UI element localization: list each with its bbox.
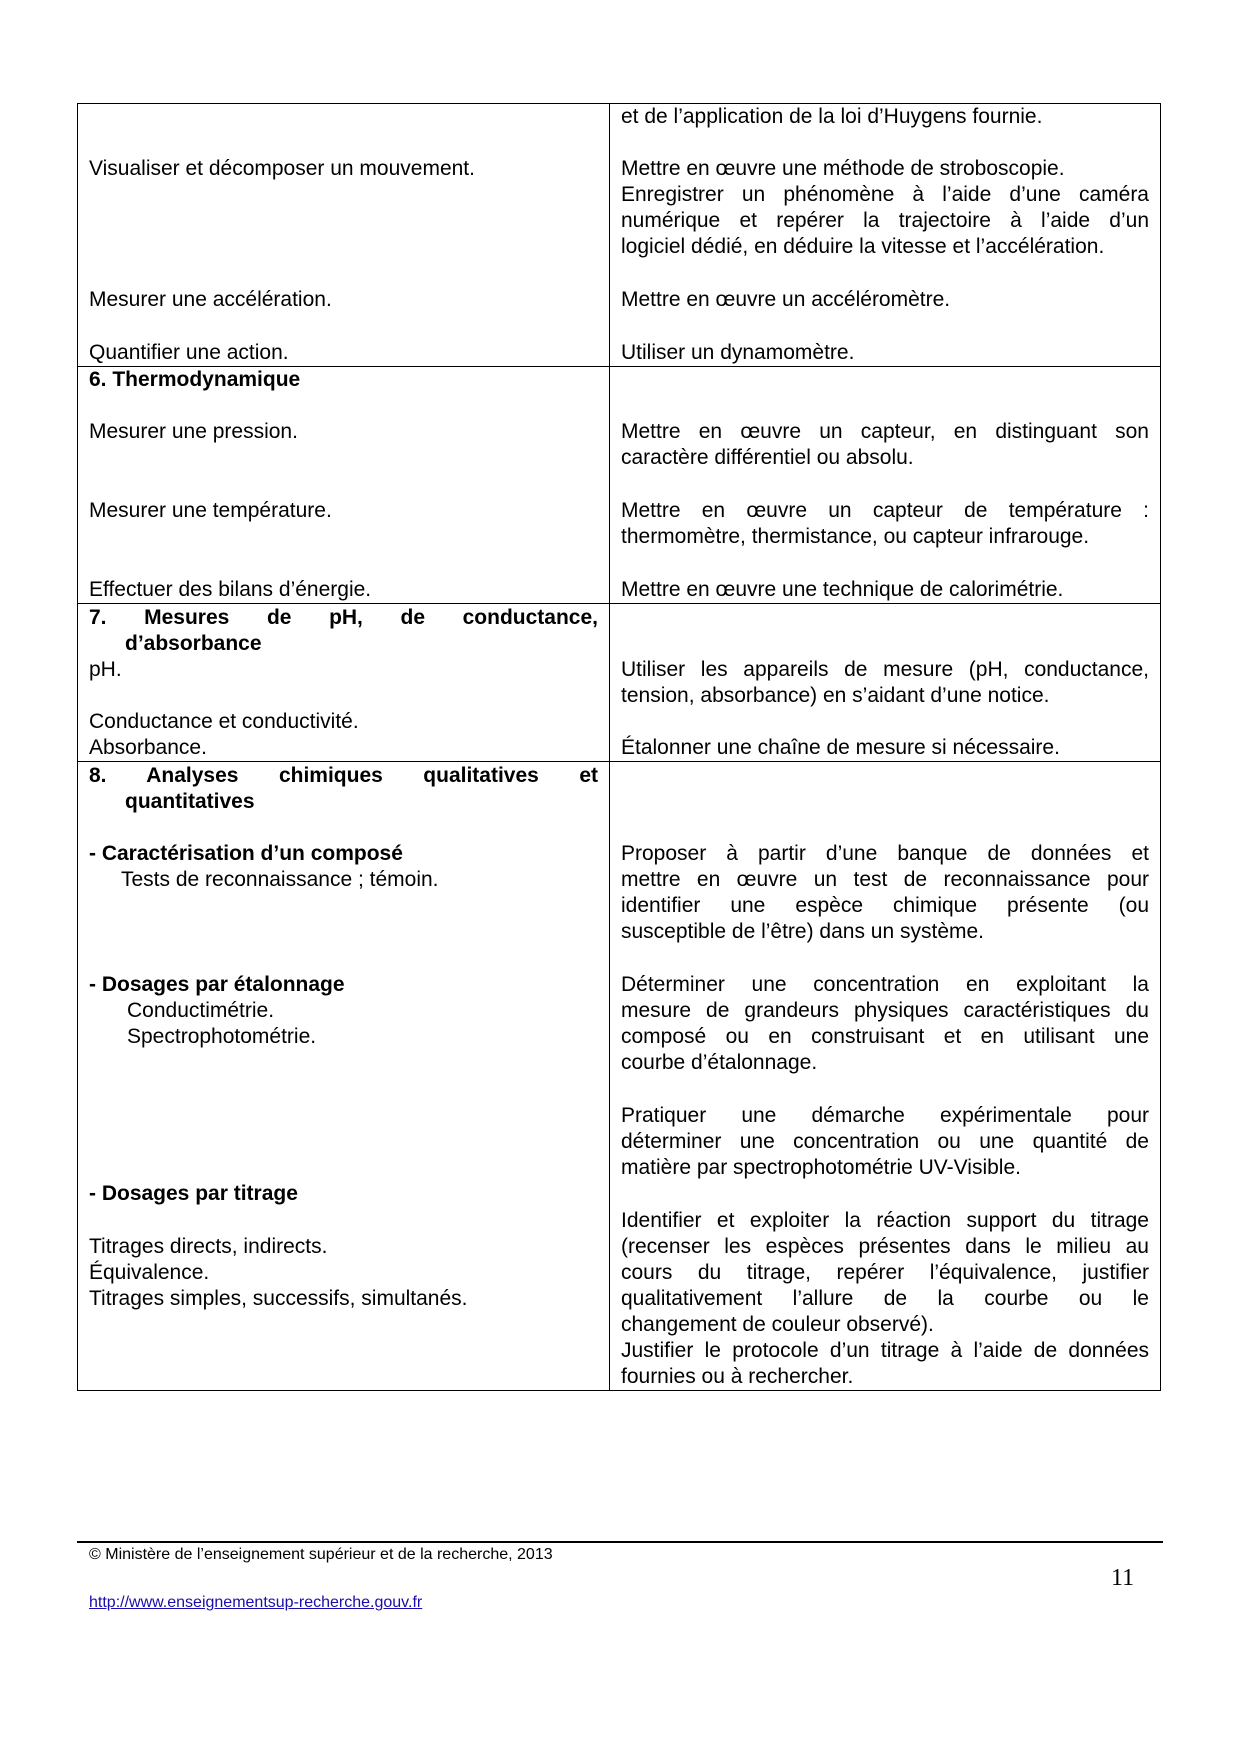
cell-text: et de l’application de la loi d’Huygens fournie. [621,105,1043,128]
table-border-right [1160,103,1161,1391]
skill-text: pH. [89,658,122,681]
skill-text: Conductimétrie. [127,999,275,1022]
skill-text: Visualiser et décomposer un mouvement. [89,157,475,180]
footer-rule [77,1541,1163,1543]
table-row-divider-7 [77,603,1161,604]
capacity-text: thermomètre, thermistance, ou capteur infrarouge. [621,525,1090,548]
capacity-text: identifier une espèce chimique présente (ou [621,894,1149,917]
subsection-heading: - Dosages par titrage [89,1182,298,1205]
capacity-text: Utiliser les appareils de mesure (pH, conductance, [621,658,1149,681]
capacity-text: Mettre en œuvre une méthode de stroboscopie. [621,157,1065,180]
page-number: 11 [1111,1565,1135,1591]
capacity-text: mettre en œuvre un test de reconnaissance pour [621,868,1149,891]
capacity-text: Pratiquer une démarche expérimentale pour [621,1104,1149,1127]
table-border-bottom [77,1390,1161,1391]
skill-text: Titrages simples, successifs, simultanés. [89,1287,468,1310]
capacity-text: Utiliser un dynamomètre. [621,341,855,364]
capacity-text: cours du titrage, repérer l’équivalence, justifier [621,1261,1149,1284]
section-heading-cont: quantitatives [125,790,255,813]
capacity-text: Mettre en œuvre un capteur de température : [621,499,1149,522]
copyright-text: © Ministère de l’enseignement supérieur et de la recherche, 2013 [89,1546,553,1563]
skill-text: Mesurer une température. [89,499,332,522]
capacity-text: (recenser les espèces présentes dans le milieu au [621,1235,1149,1258]
skill-text: Quantifier une action. [89,341,289,364]
capacity-text: Mettre en œuvre un capteur, en distinguant son [621,420,1149,443]
skill-text: Conductance et conductivité. [89,710,359,733]
footer-link[interactable]: http://www.enseignementsup-recherche.gouv.fr [89,1594,423,1611]
capacity-text: Identifier et exploiter la réaction support du titrage [621,1209,1149,1232]
capacity-text: changement de couleur observé). [621,1313,934,1336]
subsection-heading: - Dosages par étalonnage [89,973,345,996]
capacity-text: numérique et repérer la trajectoire à l’aide d’un [621,209,1149,232]
section-heading-cont: d’absorbance [125,632,262,655]
capacity-text: qualitativement l’allure de la courbe ou le [621,1287,1149,1310]
capacity-text: Mettre en œuvre un accéléromètre. [621,288,951,311]
capacity-text: fournies ou à rechercher. [621,1365,854,1388]
capacity-text: composé ou en construisant et en utilisant une [621,1025,1149,1048]
skill-text: Absorbance. [89,736,207,759]
section-heading: 7. Mesures de pH, de conductance, [89,606,598,629]
subsection-heading: - Caractérisation d’un composé [89,842,403,865]
skill-text: Mesurer une pression. [89,420,298,443]
section-heading: 6. Thermodynamique [89,368,301,391]
skill-text: Équivalence. [89,1261,210,1284]
skill-text: Tests de reconnaissance ; témoin. [121,868,439,891]
table-border-left [77,103,78,1391]
capacity-text: Proposer à partir d’une banque de données et [621,842,1149,865]
capacity-text: caractère différentiel ou absolu. [621,446,914,469]
capacity-text: déterminer une concentration ou une quantité de [621,1130,1149,1153]
capacity-text: logiciel dédié, en déduire la vitesse et l’accélération. [621,235,1105,258]
capacity-text: Déterminer une concentration en exploitant la [621,973,1149,996]
capacity-text: matière par spectrophotométrie UV-Visible. [621,1156,1021,1179]
table-column-divider [609,103,610,1391]
capacity-text: courbe d’étalonnage. [621,1051,818,1074]
capacity-text: Mettre en œuvre une technique de calorimétrie. [621,578,1064,601]
section-heading: 8. Analyses chimiques qualitatives et [89,764,598,787]
skill-text: Mesurer une accélération. [89,288,332,311]
capacity-text: mesure de grandeurs physiques caractéristiques du [621,999,1149,1022]
capacity-text: Étalonner une chaîne de mesure si nécessaire. [621,736,1060,759]
capacity-text: tension, absorbance) en s’aidant d’une notice. [621,684,1050,707]
capacity-text: susceptible de l’être) dans un système. [621,920,985,943]
table-row-divider-8 [77,761,1161,762]
capacity-text: Enregistrer un phénomène à l’aide d’une caméra [621,183,1149,206]
capacity-text: Justifier le protocole d’un titrage à l’aide de données [621,1339,1149,1362]
skill-text: Spectrophotométrie. [127,1025,317,1048]
skill-text: Effectuer des bilans d’énergie. [89,578,372,601]
skill-text: Titrages directs, indirects. [89,1235,328,1258]
